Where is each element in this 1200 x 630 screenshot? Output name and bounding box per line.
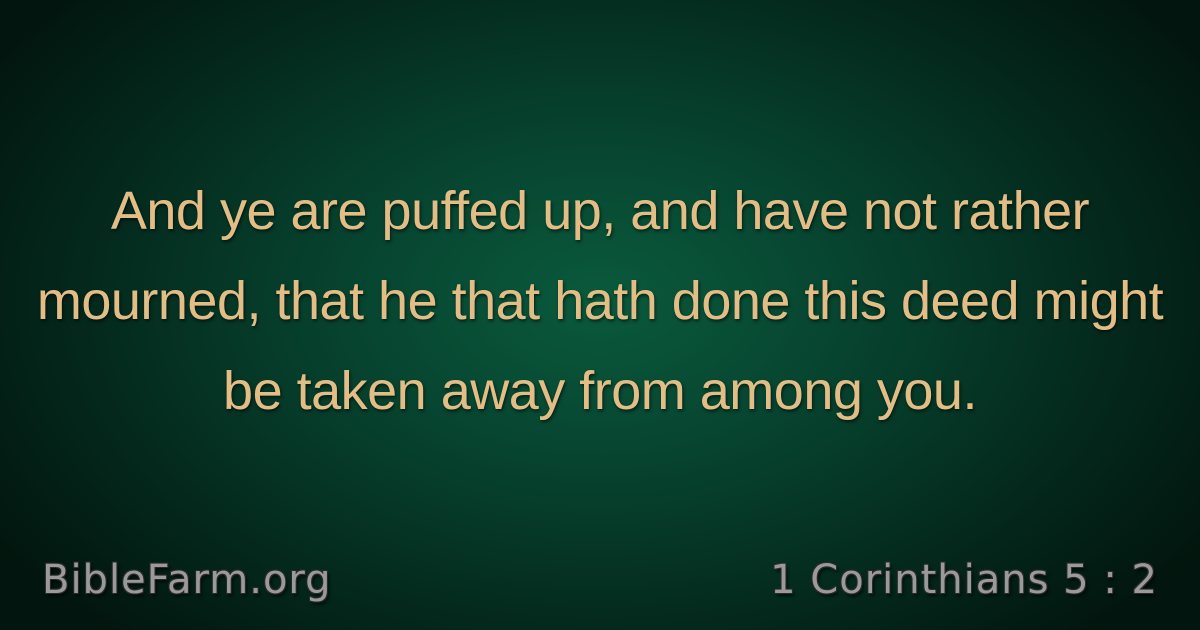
verse-text: And ye are puffed up, and have not rather mourned, that he that hath done this deed might be taken away from among you.	[36, 181, 1164, 421]
verse-reference: 1 Corinthians 5 : 2	[770, 557, 1158, 603]
site-name: BibleFarm.org	[42, 557, 332, 603]
